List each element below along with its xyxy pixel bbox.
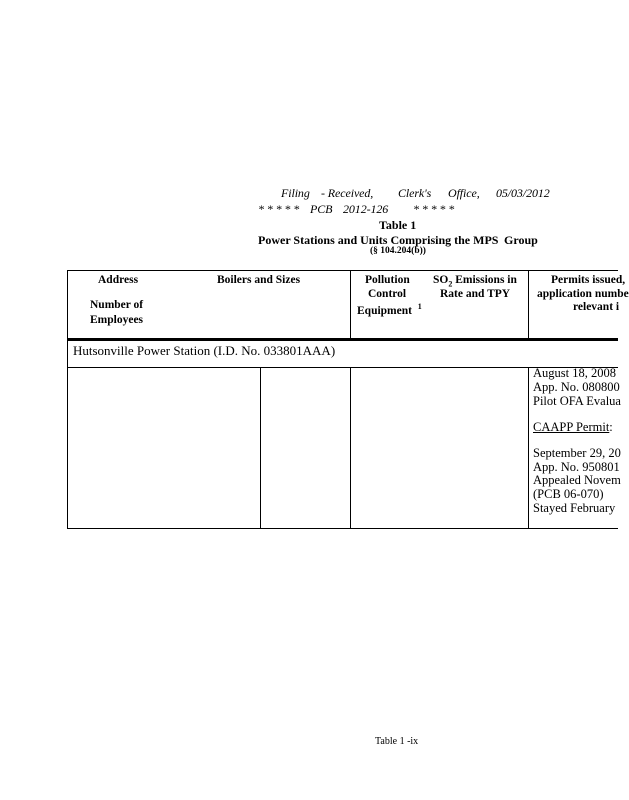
header-equipment-label: Equipment <box>357 304 412 317</box>
permit-line-date2: September 29, 20 <box>533 446 621 460</box>
header-number-of: Number of <box>90 299 144 311</box>
permit-line-stayed: Stayed February <box>533 501 616 515</box>
header-divider-permits <box>528 270 529 340</box>
stamp-clerks: Clerk's <box>398 186 432 200</box>
stamp-docket: 2012-126 <box>343 202 389 216</box>
station-row-label: Hutsonville Power Station (I.D. No. 033801AAA) <box>73 343 336 358</box>
body-divider-boilers <box>260 367 261 529</box>
stamp-pcb: PCB <box>310 202 333 216</box>
header-bottom-rule <box>67 338 618 341</box>
table-title: Table 1 <box>379 218 417 232</box>
table-subtitle: Power Stations and Units Comprising the MPS <box>258 233 499 247</box>
header-permits-issued: Permits issued, <box>551 274 626 286</box>
equipment-footnote-marker: 1 <box>417 302 422 311</box>
header-employees: Employees <box>90 314 144 326</box>
header-address: Address <box>98 274 139 286</box>
header-relevant: relevant i <box>573 301 620 313</box>
permit-line-pcb: (PCB 06-070) <box>533 487 604 501</box>
body-divider-permits <box>528 367 529 529</box>
permit-line-appealed: Appealed Novem <box>533 473 621 487</box>
stamp-filing: Filing <box>281 186 310 200</box>
header-pollution: Pollution <box>365 274 410 286</box>
caapp-permit-colon: : <box>609 420 613 434</box>
table-top-border <box>67 270 618 271</box>
permit-line-app2: App. No. 950801 <box>533 460 620 474</box>
header-so2-prefix: SO <box>433 274 449 286</box>
header-divider-pollution <box>350 270 351 340</box>
header-rate-and-tpy: Rate and TPY <box>440 288 511 300</box>
header-so2-subscript: 2 <box>448 279 453 289</box>
stamp-date: 05/03/2012 <box>496 186 550 200</box>
caapp-permit-label: CAAPP Permit <box>533 420 610 434</box>
body-divider-pollution <box>350 367 351 529</box>
header-equipment <box>357 300 422 318</box>
header-boilers-and-sizes: Boilers and Sizes <box>217 274 301 286</box>
table-bottom-border <box>67 528 618 529</box>
table-left-border <box>67 270 68 529</box>
table-subtitle-group: Group <box>504 233 538 247</box>
caapp-permit-heading <box>533 421 613 435</box>
stamp-right-stars: * * * * * <box>413 202 455 216</box>
header-control: Control <box>368 288 407 300</box>
permit-line-pilot: Pilot OFA Evalua <box>533 394 621 408</box>
stamp-received: - Received, <box>321 186 374 200</box>
header-application-number: application numbe <box>537 288 629 300</box>
header-so2-suffix: Emissions in <box>455 274 517 286</box>
permit-line-date1: August 18, 2008 <box>533 366 616 380</box>
section-citation: (§ 104.204(b)) <box>370 246 426 256</box>
permit-line-app1: App. No. 080800 <box>533 380 620 394</box>
stamp-left-stars: * * * * * <box>258 202 300 216</box>
page-footer: Table 1 -ix <box>375 736 419 747</box>
stamp-office: Office, <box>448 186 480 200</box>
